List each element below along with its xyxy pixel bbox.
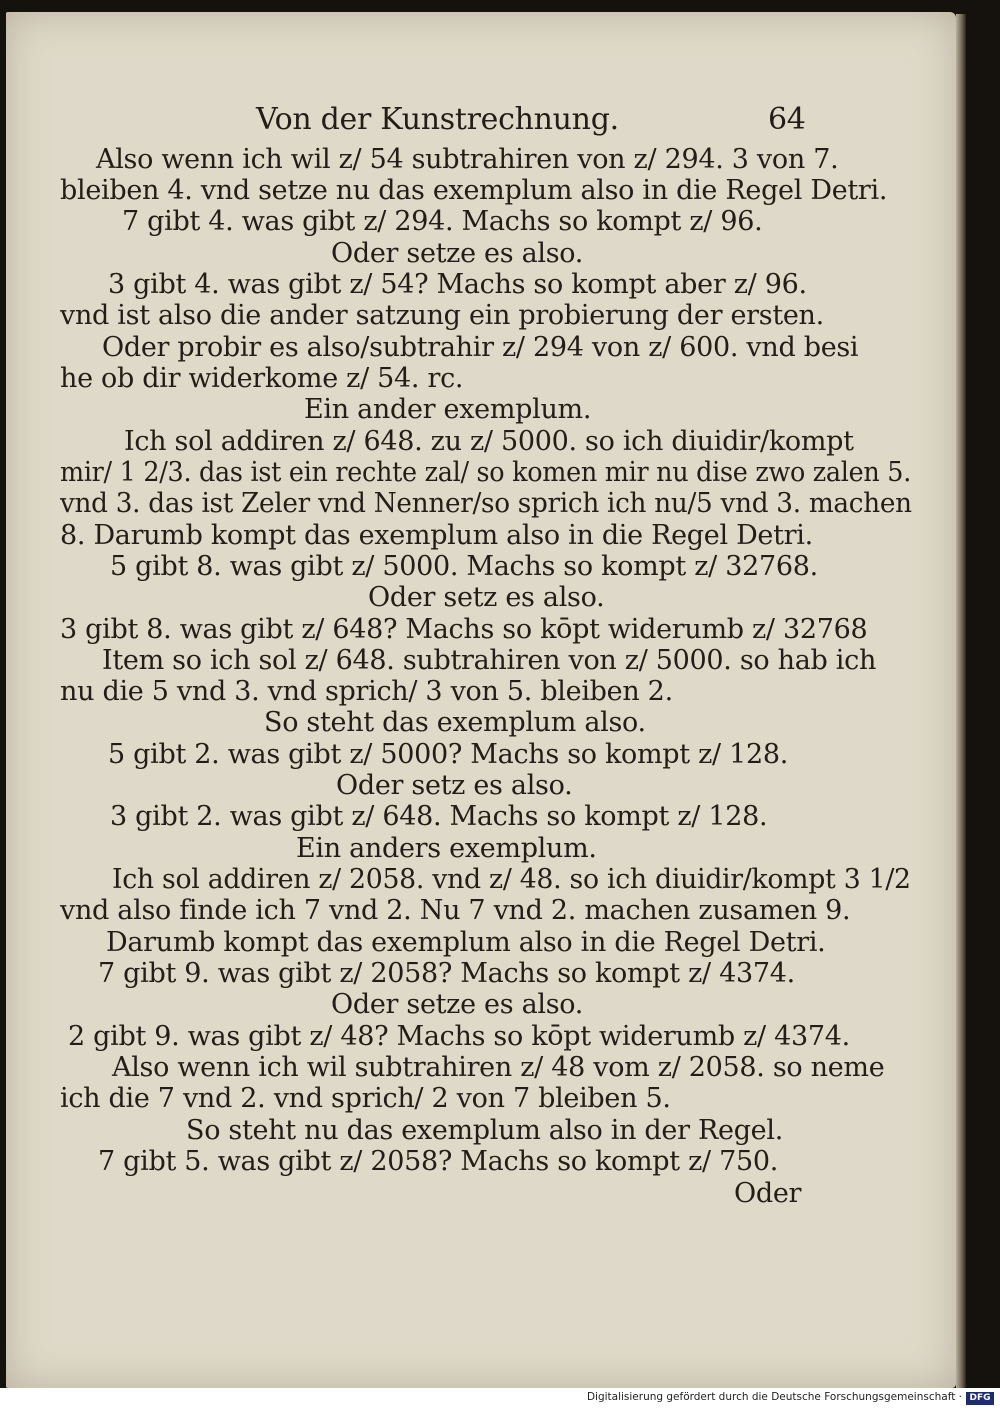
text-line: ich die 7 vnd 2. vnd sprich/ 2 von 7 bleiben 5. (60, 1083, 671, 1114)
page-edge (956, 14, 966, 1388)
text-line: So steht nu das exemplum also in der Regel. (186, 1115, 783, 1146)
running-head: Von der Kunstrechnung. (256, 102, 619, 137)
text-line: mir/ 1 2/3. das ist ein rechte zal/ so komen mir nu dise zwo zalen 5. (60, 457, 912, 488)
text-line: Item so ich sol z/ 648. subtrahiren von z/ 5000. so hab ich (102, 645, 877, 676)
text-line: Ich sol addiren z/ 648. zu z/ 5000. so ich diuidir/kompt (124, 426, 854, 457)
catchword: Oder (734, 1178, 802, 1209)
text-line: 3 gibt 8. was gibt z/ 648? Machs so kōpt widerumb z/ 32768 (60, 614, 868, 645)
book-page (6, 12, 956, 1388)
text-line: 3 gibt 4. was gibt z/ 54? Machs so kompt aber z/ 96. (108, 269, 807, 300)
text-line: 7 gibt 9. was gibt z/ 2058? Machs so kompt z/ 4374. (98, 958, 795, 989)
funding-credit: Digitalisierung gefördert durch die Deutsche Forschungsgemeinschaft · (586, 1391, 962, 1403)
text-line: he ob dir widerkome z/ 54. rc. (60, 363, 464, 394)
text-line: 2 gibt 9. was gibt z/ 48? Machs so kōpt widerumb z/ 4374. (68, 1021, 850, 1052)
text-line: 3 gibt 2. was gibt z/ 648. Machs so kompt z/ 128. (110, 801, 768, 832)
text-line: 8. Darumb kompt das exemplum also in die Regel Detri. (60, 520, 813, 551)
text-line: Ich sol addiren z/ 2058. vnd z/ 48. so ich diuidir/kompt 3 1/2 (112, 864, 911, 895)
text-line: Darumb kompt das exemplum also in die Regel Detri. (106, 927, 826, 958)
text-line: So steht das exemplum also. (264, 707, 646, 738)
dfg-logo: DFG (966, 1392, 994, 1405)
text-line: vnd also finde ich 7 vnd 2. Nu 7 vnd 2. machen zusamen 9. (60, 895, 851, 926)
text-line: Ein ander exemplum. (304, 394, 592, 425)
text-line: 7 gibt 4. was gibt z/ 294. Machs so kompt z/ 96. (122, 206, 763, 237)
page-number: 64 (768, 102, 806, 137)
text-line: nu die 5 vnd 3. vnd sprich/ 3 von 5. bleiben 2. (60, 676, 673, 707)
text-line: Oder probir es also/subtrahir z/ 294 von z/ 600. vnd besi (102, 332, 859, 363)
text-line: 7 gibt 5. was gibt z/ 2058? Machs so kompt z/ 750. (98, 1146, 779, 1177)
text-line: Also wenn ich wil subtrahiren z/ 48 vom z/ 2058. so neme (112, 1052, 885, 1083)
text-line: Oder setze es also. (331, 989, 584, 1020)
text-line: Oder setz es also. (368, 582, 605, 613)
text-line: bleiben 4. vnd setze nu das exemplum also in die Regel Detri. (60, 175, 888, 206)
text-line: 5 gibt 8. was gibt z/ 5000. Machs so kompt z/ 32768. (110, 551, 818, 582)
text-line: Oder setz es also. (336, 770, 573, 801)
text-line: Also wenn ich wil z/ 54 subtrahiren von z/ 294. 3 von 7. (96, 144, 839, 175)
text-line: Ein anders exemplum. (296, 833, 597, 864)
text-line: 5 gibt 2. was gibt z/ 5000? Machs so kompt z/ 128. (108, 739, 789, 770)
text-line: Oder setze es also. (331, 238, 584, 269)
text-line: vnd 3. das ist Zeler vnd Nenner/so sprich ich nu/5 vnd 3. machen (60, 488, 912, 519)
footer-bar (0, 1388, 1000, 1409)
text-line: vnd ist also die ander satzung ein probierung der ersten. (60, 300, 824, 331)
